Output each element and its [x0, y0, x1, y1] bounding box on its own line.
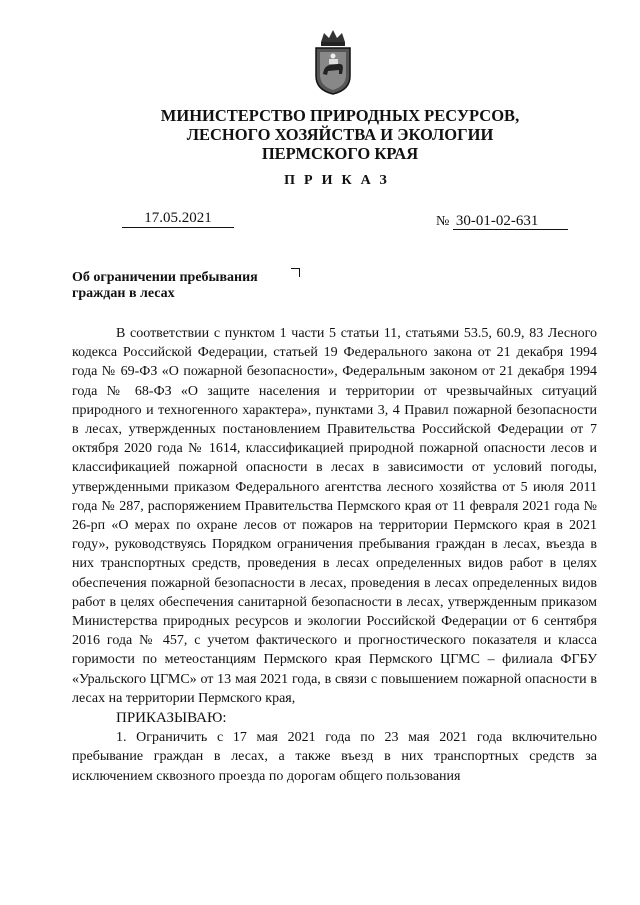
coat-of-arms-emblem: [312, 28, 354, 96]
order-subject: [72, 270, 258, 302]
ministry-line-3: ПЕРМСКОГО КРАЯ: [261, 144, 419, 163]
preamble-paragraph: В соответствии с пунктом 1 части 5 статьи 11, статьями 53.5, 60.9, 83 Лесного кодекса Российской Федерации, статьей 19 Федерального закона от 21 декабря 1994 года № 69-ФЗ «О пожарной безопасности», Федеральным законом от 21 декабря 1994 года № 68-ФЗ «О защите населения и территории от чрезвычайных ситуаций природного и техногенного характера», пунктами 3, 4 Правил пожарной безопасности в лесах, утвержденных постановлением Правительства Российской Федерации от 7 октября 2020 года № 1614, классификацией природной пожарной опасности лесов и классификацией пожарной опасности в лесах в зависимости от условий погоды, утвержденными приказом Федерального агентства лесного хозяйства от 5 июля 2011 года № 287, распоряжением Правительства Пермского края от 11 февраля 2021 года № 26-рп «О мерах по охране лесов от пожаров на территории Пермского края в 2021 году», руководствуясь Порядком ограничения пребывания граждан в лесах, въезда в них транспортных средств, проведения в лесах определенных видов работ в целях обеспечения пожарной безопасности в лесах, проведения в лесах определенных видов работ в целях обеспечения санитарной безопасности в лесах, утвержденным приказом Министерства природных ресурсов и экологии Российской Федерации от 6 сентября 2016 года № 457, с учетом фактического и прогностического показателя и класса горимости по метеостанциям Пермского края Пермского ЦГМС – филиала ФГБУ «Уральского ЦГМС» от 13 мая 2021 года, в связи с повышением пожарной опасности в лесах на территории Пермского края,: [72, 326, 597, 706]
order-body: [72, 324, 597, 786]
order-number-block: [436, 213, 568, 230]
subject-line-2: граждан в лесах: [72, 286, 175, 301]
order-directive-word: ПРИКАЗЫВАЮ:: [116, 710, 227, 727]
ministry-line-1: МИНИСТЕРСТВО ПРИРОДНЫХ РЕСУРСОВ,: [160, 106, 520, 125]
ministry-name: [110, 106, 570, 163]
order-date: 17.05.2021: [122, 209, 234, 228]
order-item-1: 1. Ограничить с 17 мая 2021 года по 23 мая 2021 года включительно пребывание граждан в лесах, а также въезд в них транспортных средств за исключением сквозного проезда по дорогам общего пользования: [72, 730, 597, 784]
ministry-line-2: ЛЕСНОГО ХОЗЯЙСТВА И ЭКОЛОГИИ: [186, 125, 494, 144]
order-number: 30-01-02-631: [453, 213, 568, 230]
subject-corner-mark: [291, 268, 300, 277]
number-sign: №: [436, 214, 450, 229]
subject-line-1: Об ограничении пребывания: [72, 270, 258, 285]
document-type-title: ПРИКАЗ: [284, 173, 396, 188]
